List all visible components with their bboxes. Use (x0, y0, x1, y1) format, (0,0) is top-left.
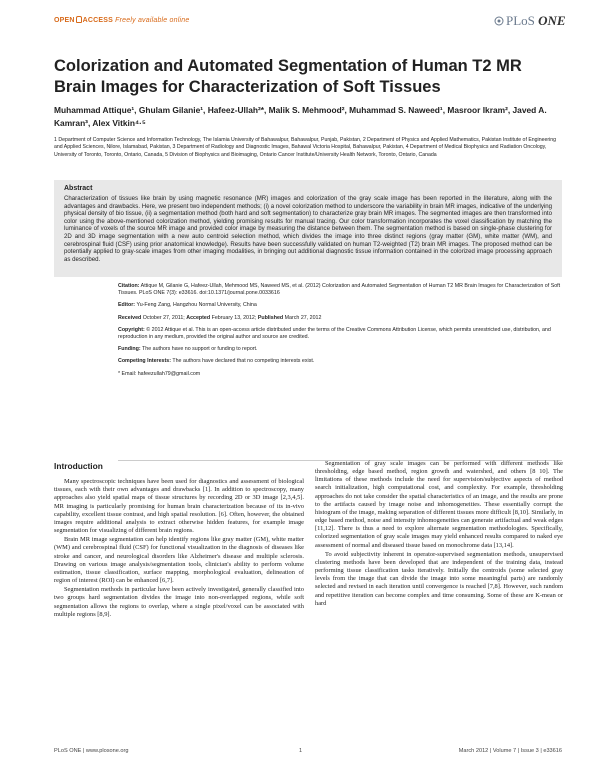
citation-text: Attique M, Gilanie G, Hafeez-Ullah, Mehmood MS, Naweed MS, et al. (2012) Colorization and Automated Segmentation of Human T2 MR Brain Images for Characterization of Soft Tissues. PLoS ONE 7(3): e33616. doi:10.1371/journal.pone.0033616 (118, 283, 561, 297)
freely-available-label: Freely available online (115, 17, 190, 24)
journal-header (0, 0, 600, 50)
body-column-right (315, 460, 563, 609)
footer-journal: PLoS ONE | www.plosone.org (54, 748, 129, 754)
received-label: Received (118, 314, 142, 321)
email-block (118, 371, 562, 378)
body-paragraph: Brain MR image segmentation can help identify regions like gray matter (GM), white matter (WM) and cerebrospinal fluid (CSF) for functional visualization in the diagnosis of diseases like stroke and cancer, and neurological disorders like Alzheimer's disease and multiple sclerosis. Drawing on various image analysis/segmentation tools, clinician's ability to perform volume estimation, tissue classification, surface mapping, morphological evaluation, delineation of region of interest (ROI) can be enhanced [6,7]. (54, 536, 304, 585)
received-date: October 27, 2011; (142, 314, 185, 321)
accepted-label: Accepted (186, 314, 211, 321)
editor-text: Yu-Feng Zang, Hangzhou Normal University, China (136, 302, 257, 309)
body-paragraph: Segmentation of gray scale images can be performed with different methods like thresholding, edge based method, region growth and watershed, and others [8 10]. The limitations of these methods include the need for supervision/subjective aspects of method search initialization, high computational cost, and complexity. For example, thresholding approaches do not take consider the spatial characteristics of an image, and the results are prone to the artifacts caused by image noise and inhomogeneities. These essentially corrupt the histogram of the image, making separation of different tissues more difficult [8,10]. Similarly, in edge based method, noise and intensity inhomogeneities can generate artifactual and weak edges [11,12]. There is thus a need to explore alternate segmentation methodologies. Specifically, colorized segmentation of gray scale images may yield enhanced results compared to naked eye assessment of normal and diseased tissue based on monochrome data [13,14]. (315, 460, 563, 549)
lock-icon (76, 16, 82, 23)
open-access-badge (54, 16, 189, 24)
article-metadata (118, 283, 562, 383)
funding-text: The authors have no support or funding to report. (142, 346, 258, 353)
body-paragraph: To avoid subjectivity inherent in operator-supervised segmentation methods, unsupervised clustering methods have been developed that are independent of the training data, instead performing tissue classification tasks iteratively. Initially the centroids (some selected gray levels from the image that can divide the image into some meaningful parts) are randomly selected and revised in each iteration until convergence is reached [7,8]. However, such random and repetitive iteration can become complex and time consuming. Some of these are K-mean or hard (315, 550, 563, 607)
logo-one-text: ONE (538, 13, 566, 28)
abstract-heading: Abstract (64, 185, 93, 192)
logo-plos-text: PLoS (506, 13, 535, 28)
paper-title: Colorization and Automated Segmentation of Human T2 MR Brain Images for Characterization of Soft Tissues (54, 57, 522, 96)
access-label: ACCESS (82, 17, 114, 24)
open-label: OPEN (54, 17, 75, 24)
copyright-label: Copyright: (118, 326, 145, 333)
dates-block (118, 315, 562, 322)
funding-label: Funding: (118, 346, 141, 353)
contact-email: * Email: hafeezullah79@gmail.com (118, 370, 201, 377)
copyright-text: © 2012 Attique et al. This is an open-access article distributed under the terms of the Creative Commons Attribution License, which permits unrestricted use, distribution, and reproduction in any medium, provided the original author and source are credited. (118, 326, 551, 341)
copyright-block (118, 327, 562, 341)
plos-one-logo (494, 13, 566, 29)
abstract-box (54, 180, 562, 277)
citation-label: Citation: (118, 283, 140, 289)
published-date: March 27, 2012 (284, 314, 322, 321)
competing-text: The authors have declared that no competing interests exist. (172, 358, 315, 365)
editor-label: Editor: (118, 302, 136, 309)
competing-interests-block (118, 358, 562, 365)
body-column-left (54, 460, 304, 620)
abstract-text: Characterization of tissues like brain by using magnetic resonance (MR) images and colorization of the gray scale image has been reported in the literature, along with the advantages and drawbacks. Here, we present two independent methods; (i) a novel colorization method to underscore the variability in brain MR images, indicative of the underlying physical density of bio tissue, (ii) a segmentation method (both hard and soft segmentation) to characterize gray brain MR images. The segmented images are then transformed into color using the above-mentioned colorization method, yielding promising results for manual tracing. Our color transformation incorporates the voxel classification by matching the luminance of voxels of the source MR image and provided color image by measuring the distance between them. The segmentation method is based on single-phase clustering for 2D and 3D image segmentation with a new auto centroid selection method, which divides the image into three distinct regions (gray matter (GM), white matter (WM), and cerebrospinal fluid (CSF) using prior anatomical knowledge). Results have been successfully validated on human T2-weighted (T2) brain MR images. The proposed method can be potentially applied to gray-scale images from other imaging modalities, in bringing out additional diagnostic tissue information contained in the colorized image processing approach as described. (64, 195, 552, 263)
plos-star-icon (494, 16, 504, 26)
affiliations: 1 Department of Computer Science and Information Technology, The Islamia University of Bahawalpur, Bahawalpur, Punjab, Pakistan, 2 Department of Physics and Applied Mathematics, Pakistan Institute of Engineering and Applied Sciences, Nilore, Islamabad, Pakistan, 3 Department of Radiology and Diagnostic Images, Bahawal Victoria Hospital, Bahawalpur, Pakistan, 4 Department of Medical Biophysics and Radiation Oncology, University of Toronto, Toronto, Ontario, Canada, 5 Division of Biophysics and Bioimaging, Ontario Cancer Institute/University Health Network, Toronto, Ontario, Canada (54, 137, 557, 158)
published-label: Published (257, 314, 284, 321)
body-paragraph: Segmentation methods in particular have been actively investigated, generally classified into two groups hard segmentation divides the image into non-overlapped regions, while soft segmentation allows the regions to overlap, where a single pixel/voxel can be associated with multiple regions [8,9]. (54, 586, 304, 618)
competing-label: Competing Interests: (118, 358, 171, 365)
citation-block (118, 283, 562, 297)
body-paragraph: Many spectroscopic techniques have been used for diagnostics and assessment of biological tissues, each with their own advantages and drawbacks [1]. In addition to spectroscopy, many approaches also yield spatial maps of tissue structures by recording 2D or 3D image [2,3,4,5]. MR imaging is particularly promising for human brain characterization because of its in-vivo capability, excellent tissue contrast, and high spatial resolution. [6]. Often, however, the obtained images require additional analysis to extract otherwise hidden features, for example image segmentation for visualizing of different brain regions. (54, 478, 304, 535)
funding-block (118, 346, 562, 353)
accepted-date: February 13, 2012; (211, 314, 257, 321)
author-list: Muhammad Attique¹, Ghulam Gilanie¹, Hafeez-Ullah²*, Malik S. Mehmood², Muhammad S. Naweed¹, Masroor Ikram², Javed A. Kamran³, Alex Vitkin⁴·⁵ (54, 105, 547, 128)
footer-issue: March 2012 | Volume 7 | Issue 3 | e33616 (458, 748, 562, 754)
editor-block (118, 302, 562, 309)
footer-page-number: 1 (299, 748, 303, 754)
section-heading-introduction: Introduction (54, 461, 103, 471)
